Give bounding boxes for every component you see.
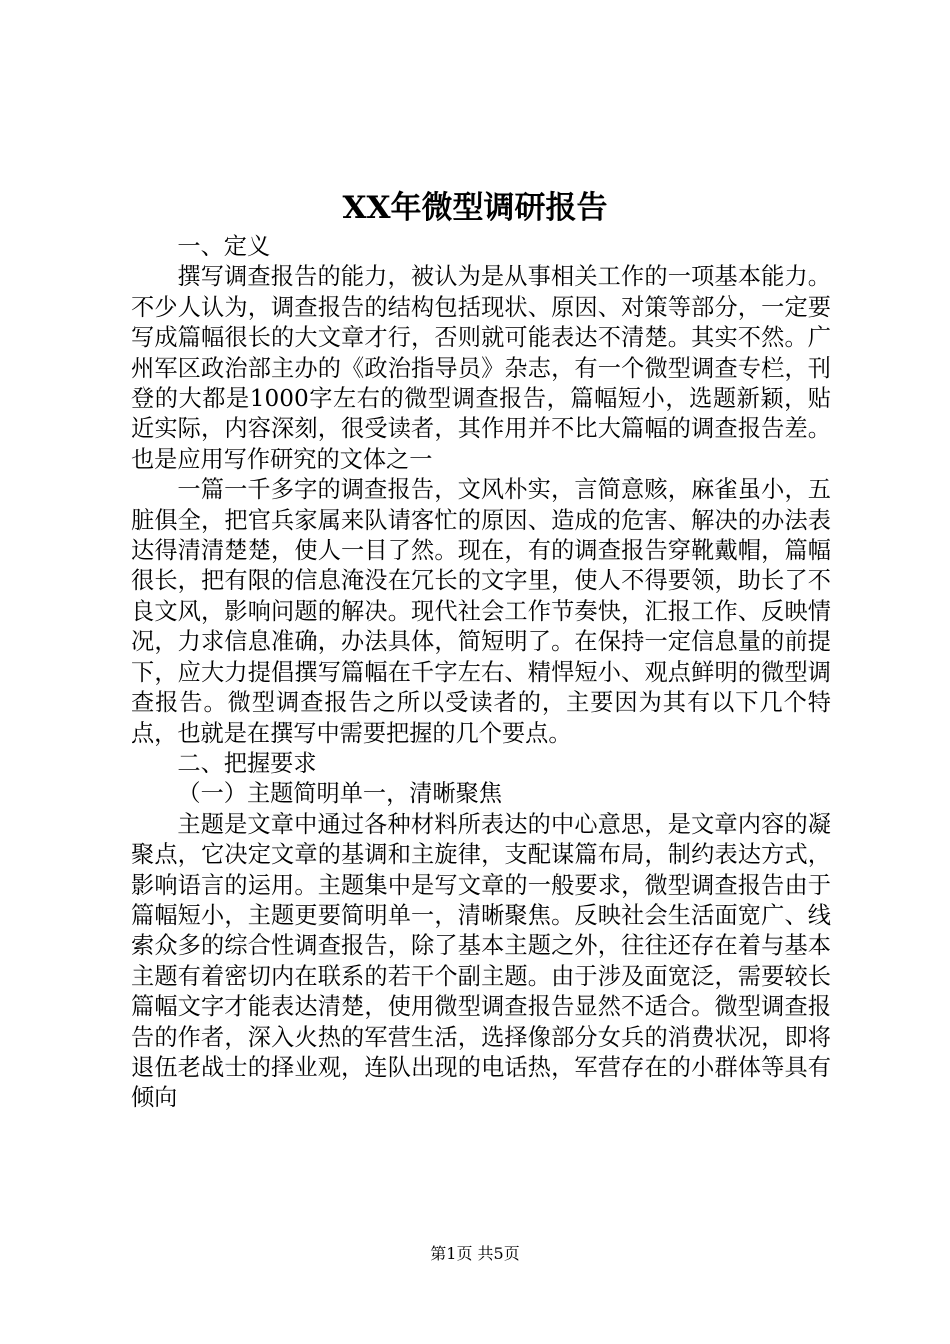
document-title: XX年微型调研报告 [342,190,608,226]
subsection-heading: （一）主题简明单一，清晰聚焦 [177,780,503,808]
body-paragraph: 主题是文章中通过各种材料所表达的中心意思，是文章内容的凝聚点，它决定文章的基调和主旋律，支配谋篇布局，制约表达方式，影响语言的运用。主题集中是写文章的一般要求，微型调查报告由于篇幅短小，主题更要简明单一，清晰聚焦。反映社会生活面宽广、线索众多的综合性调查报告，除了基本主题之外，往往还存在着与基本主题有着密切内在联系的若干个副主题。由于涉及面宽泛，需要较长篇幅文字才能表达清楚，使用微型调查报告显然不适合。微型调查报告的作者，深入火热的军营生活，选择像部分女兵的消费状况，即将退伍老战士的择业观，连队出现的电话热，军营存在的小群体等具有倾向 [131,810,831,1112]
body-paragraph: 一篇一千多字的调查报告，文风朴实，言简意赅，麻雀虽小，五脏俱全，把官兵家属来队请客忙的原因、造成的危害、解决的办法表达得清清楚楚，使人一目了然。现在，有的调查报告穿靴戴帽，篇幅很长，把有限的信息淹没在冗长的文字里，使人不得要领，助长了不良文风，影响问题的解决。现代社会工作节奏快，汇报工作、反映情况，力求信息准确，办法具体，简短明了。在保持一定信息量的前提下，应大力提倡撰写篇幅在千字左右、精悍短小、观点鲜明的微型调查报告。微型调查报告之所以受读者的，主要因为其有以下几个特点，也就是在撰写中需要把握的几个要点。 [131,476,831,747]
body-paragraph: 撰写调查报告的能力，被认为是从事相关工作的一项基本能力。不少人认为，调查报告的结构包括现状、原因、对策等部分，一定要写成篇幅很长的大文章才行，否则就可能表达不清楚。其实不然。广州军区政治部主办的《政治指导员》杂志，有一个微型调查专栏，刊登的大都是1000字左右的微型调查报告，篇幅短小，选题新颖，贴近实际，内容深刻，很受读者，其作用并不比大篇幅的调查报告差。也是应用写作研究的文体之一 [131,263,831,473]
page-number-footer: 第1页 共5页 [430,1244,520,1263]
section-heading-requirements: 二、把握要求 [177,749,317,777]
document-body [131,232,831,1114]
section-heading-definition: 一、定义 [177,233,271,260]
